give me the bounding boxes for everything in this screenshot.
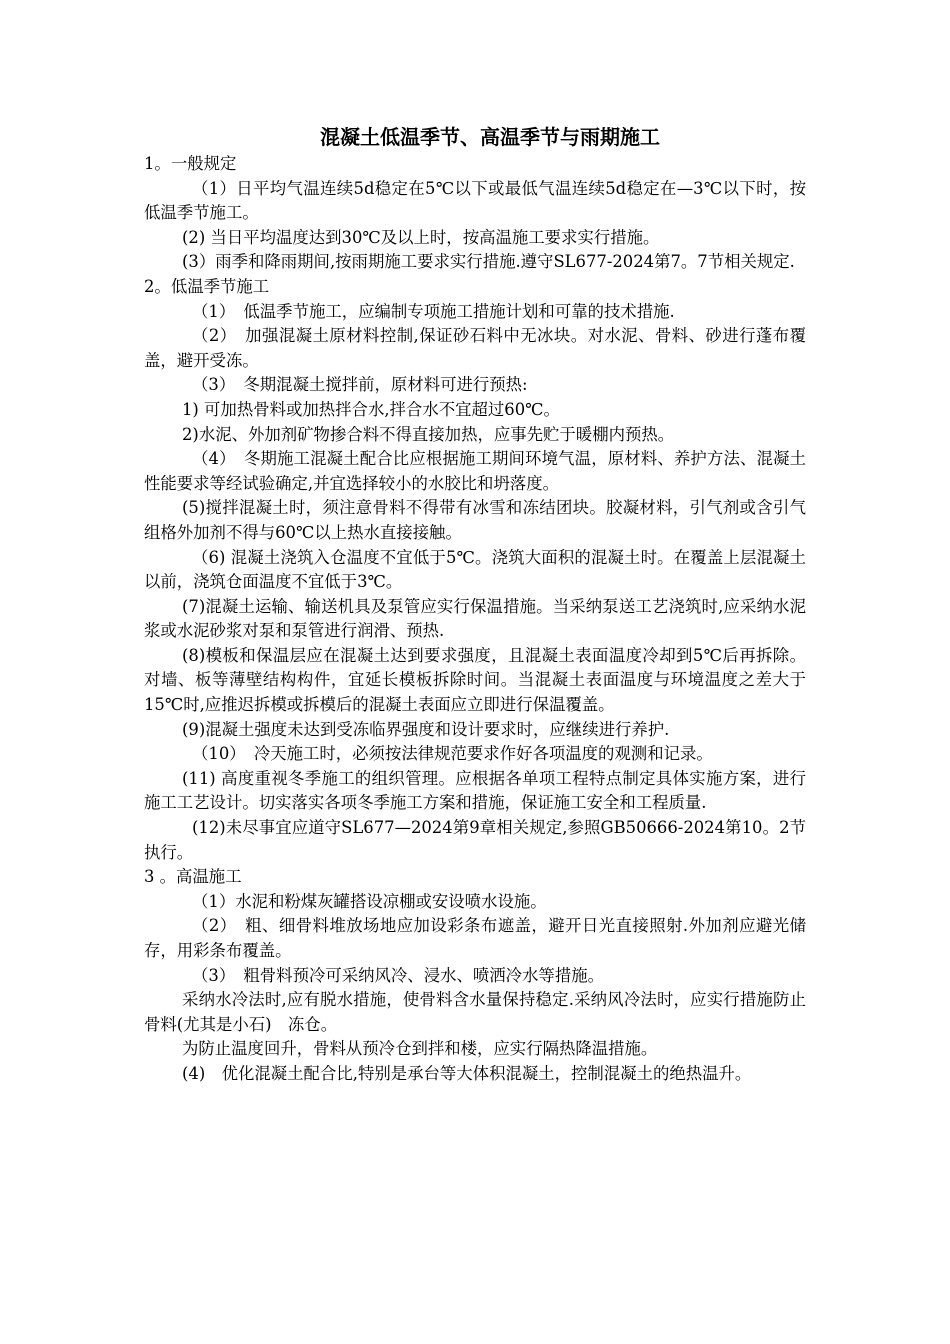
paragraph: （3） 粗骨料预冷可采纳风冷、浸水、喷洒冷水等措施。	[192, 965, 604, 985]
paragraph: （2） 粗、细骨料堆放场地应加设彩条布遮盖，避开日光直接照射.外加剂应避光储存，用彩条布覆盖。	[144, 916, 806, 960]
paragraph: （3） 冬期混凝土搅拌前，原材料可进行预热:	[192, 375, 528, 395]
section-heading: 2。低温季节施工	[144, 276, 270, 296]
paragraph: (5)搅拌混凝土时，须注意骨料不得带有冰雪和冻结团块。胶凝材料，引气剂或含引气组格外加剂不得与60℃以上热水直接接触。	[144, 498, 806, 542]
section-heading: 1。一般规定	[144, 154, 237, 173]
paragraph: （10） 冷天施工时，必须按法律规范要求作好各项温度的观测和记录。	[192, 744, 713, 764]
paragraph: 为防止温度回升，骨料从预冷仓到拌和楼，应实行隔热降温措施。	[182, 1039, 658, 1059]
paragraph: 2)水泥、外加剂矿物掺合料不得直接加热，应事先贮于暖棚内预热。	[182, 424, 675, 444]
section-heading: 3 。高温施工	[144, 867, 242, 887]
paragraph: （2） 加强混凝土原材料控制,保证砂石料中无冰块。对水泥、骨料、砂进行蓬布覆盖，避开受冻。	[144, 326, 806, 370]
paragraph: （6) 混凝土浇筑入仓温度不宜低于5℃。浇筑大面积的混凝土时。在覆盖上层混凝土以前，浇筑仓面温度不宜低于3℃。	[144, 547, 806, 592]
paragraph: （1）日平均气温连续5d稳定在5℃以下或最低气温连续5d稳定在—3℃以下时，按低温季节施工。	[144, 178, 806, 223]
paragraph: (8)模板和保温层应在混凝土达到要求强度，且混凝土表面温度冷却到5℃后再拆除。对墙、板等薄壁结构构件，宜延长模板拆除时间。当混凝土表面温度与环境温度之差大于15℃时,应推迟拆模或拆模后的混凝土表面应立即进行保温覆盖。	[144, 645, 806, 715]
paragraph: (7)混凝土运输、输送机具及泵管应实行保温措施。当采纳泵送工艺浇筑时,应采纳水泥浆或水泥砂浆对泵和泵管进行润滑、预热.	[144, 596, 806, 641]
document-page	[144, 122, 806, 1087]
document-body	[144, 152, 806, 1087]
paragraph: (4) 优化混凝土配合比,特别是承台等大体积混凝土，控制混凝土的绝热温升。	[182, 1063, 752, 1083]
paragraph: 采纳水冷法时,应有脱水措施，使骨料含水量保持稳定.采纳风冷法时，应实行措施防止骨料(尤其是小石) 冻仓。	[144, 990, 806, 1034]
paragraph: （1） 低温季节施工，应编制专项施工措施计划和可靠的技术措施.	[192, 301, 675, 321]
paragraph: (11) 高度重视冬季施工的组织管理。应根据各单项工程特点制定具体实施方案，进行施工工艺设计。切实落实各项冬季施工方案和措施，保证施工安全和工程质量.	[144, 768, 806, 813]
paragraph: （4） 冬期施工混凝土配合比应根据施工期间环境气温，原材料、养护方法、混凝土性能要求等经试验确定,并宜选择较小的水胶比和坍落度。	[144, 449, 806, 493]
document-title: 混凝土低温季节、高温季节与雨期施工	[320, 125, 660, 149]
paragraph: (2) 当日平均温度达到30℃及以上时，按高温施工要求实行措施。	[182, 227, 660, 247]
paragraph: (9)混凝土强度未达到受冻临界强度和设计要求时，应继续进行养护.	[182, 719, 670, 739]
paragraph: (3）雨季和降雨期间,按雨期施工要求实行措施.遵守SL677-2024第7。7节相关规定.	[182, 252, 795, 272]
paragraph: 1) 可加热骨料或加热拌合水,拌合水不宜超过60℃。	[182, 399, 560, 419]
paragraph: （1）水泥和粉煤灰罐搭设凉棚或安设喷水设施。	[192, 891, 547, 911]
paragraph: (12)未尽事宜应道守SL677—2024第9章相关规定,参照GB50666-2024第10。2节执行。	[144, 818, 806, 862]
